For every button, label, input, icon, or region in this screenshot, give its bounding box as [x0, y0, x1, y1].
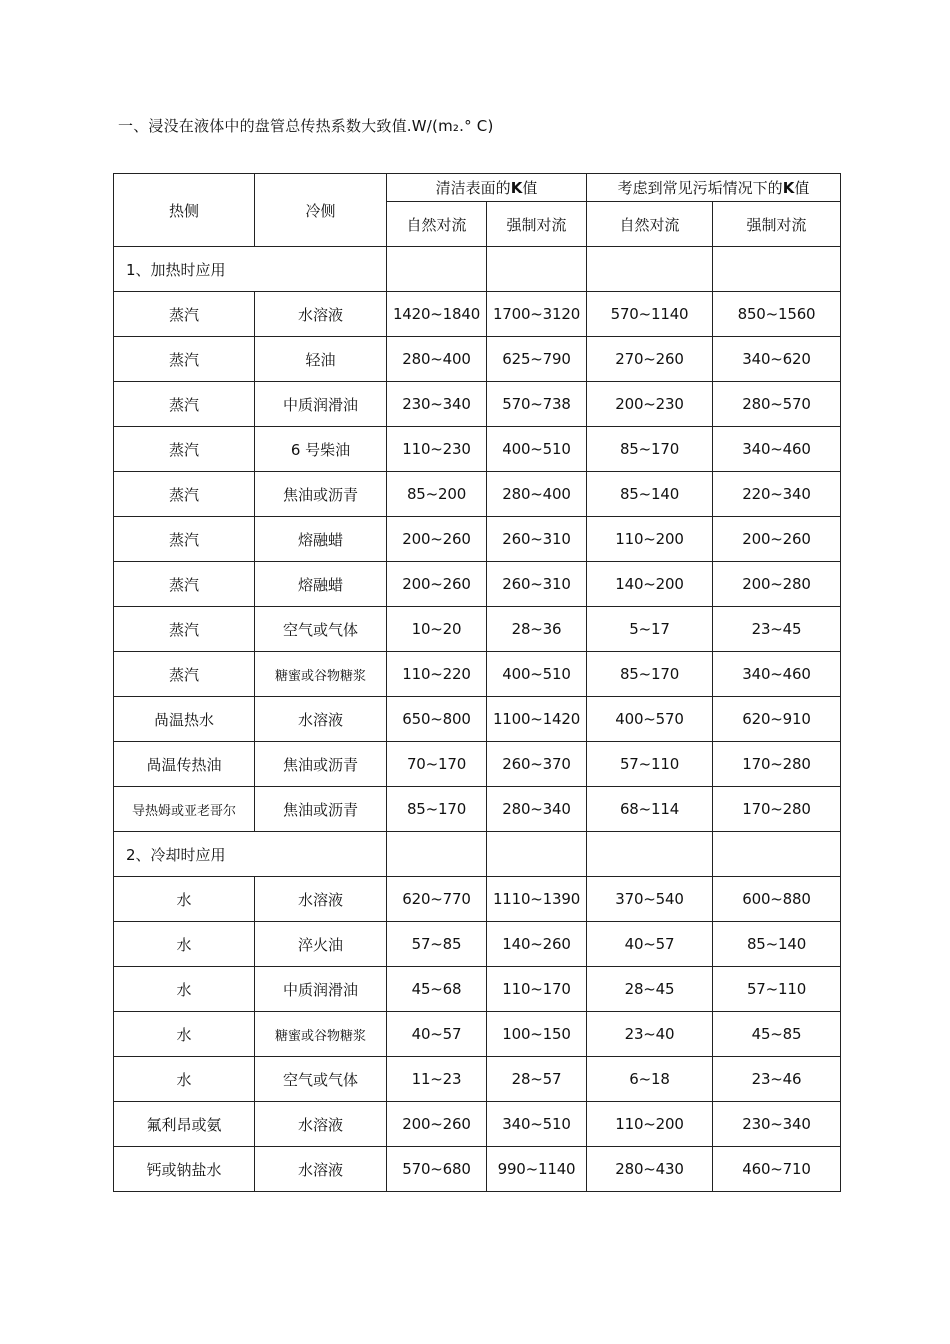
hot-side-cell: 导热姆或亚老哥尔 — [114, 787, 255, 832]
clean-natural-cell: 110~230 — [387, 427, 487, 472]
clean-forced-header: 强制对流 — [487, 202, 587, 247]
fouled-forced-header: 强制对流 — [713, 202, 841, 247]
hot-side-cell: 水 — [114, 922, 255, 967]
hot-side-cell: 咼温传热油 — [114, 742, 255, 787]
cold-side-cell: 糖蜜或谷物糖浆 — [255, 1012, 387, 1057]
fouled-natural-cell: 23~40 — [587, 1012, 713, 1057]
clean-natural-cell: 85~170 — [387, 787, 487, 832]
fouled-forced-cell: 280~570 — [713, 382, 841, 427]
table-row — [114, 517, 841, 562]
clean-surface-k-header — [387, 174, 587, 202]
fouled-natural-cell: 400~570 — [587, 697, 713, 742]
cold-side-cell: 水溶液 — [255, 1102, 387, 1147]
clean-natural-cell: 10~20 — [387, 607, 487, 652]
section-row — [114, 832, 841, 877]
clean-forced-cell: 1700~3120 — [487, 292, 587, 337]
fouled-forced-cell: 57~110 — [713, 967, 841, 1012]
table-row — [114, 337, 841, 382]
fouled-forced-cell: 340~620 — [713, 337, 841, 382]
table-row — [114, 382, 841, 427]
hot-side-cell: 蒸汽 — [114, 337, 255, 382]
table-row — [114, 967, 841, 1012]
fouled-forced-cell: 230~340 — [713, 1102, 841, 1147]
section-label: 1、加热时应用 — [114, 247, 387, 292]
hot-side-cell: 蒸汽 — [114, 607, 255, 652]
cold-side-cell: 糖蜜或谷物糖浆 — [255, 652, 387, 697]
cold-side-cell: 中质润滑油 — [255, 967, 387, 1012]
fouled-natural-cell: 40~57 — [587, 922, 713, 967]
empty-cell — [387, 247, 487, 292]
section-row — [114, 247, 841, 292]
cold-side-cell: 焦油或沥青 — [255, 472, 387, 517]
cold-side-cell: 焦油或沥青 — [255, 742, 387, 787]
hot-side-cell: 蒸汽 — [114, 472, 255, 517]
clean-forced-cell: 340~510 — [487, 1102, 587, 1147]
fouled-forced-cell: 200~260 — [713, 517, 841, 562]
clean-natural-cell: 70~170 — [387, 742, 487, 787]
clean-natural-cell: 230~340 — [387, 382, 487, 427]
fouled-natural-cell: 5~17 — [587, 607, 713, 652]
clean-forced-cell: 625~790 — [487, 337, 587, 382]
cold-side-cell: 空气或气体 — [255, 607, 387, 652]
clean-forced-cell: 400~510 — [487, 427, 587, 472]
fouled-forced-cell: 85~140 — [713, 922, 841, 967]
empty-cell — [487, 247, 587, 292]
fouled-natural-cell: 85~170 — [587, 652, 713, 697]
table-row — [114, 787, 841, 832]
cold-side-cell: 熔融蜡 — [255, 517, 387, 562]
hot-side-header: 热侧 — [114, 174, 255, 247]
hot-side-cell: 水 — [114, 967, 255, 1012]
fouled-natural-cell: 570~1140 — [587, 292, 713, 337]
fouled-natural-cell: 68~114 — [587, 787, 713, 832]
table-row — [114, 427, 841, 472]
fouled-forced-cell: 850~1560 — [713, 292, 841, 337]
hot-side-cell: 水 — [114, 1057, 255, 1102]
fouled-forced-cell: 170~280 — [713, 742, 841, 787]
table-row — [114, 292, 841, 337]
hot-side-cell: 蒸汽 — [114, 562, 255, 607]
table-row — [114, 607, 841, 652]
table-row — [114, 472, 841, 517]
empty-cell — [713, 247, 841, 292]
hot-side-cell: 水 — [114, 877, 255, 922]
clean-natural-cell: 200~260 — [387, 562, 487, 607]
cold-side-cell: 轻油 — [255, 337, 387, 382]
clean-natural-cell: 570~680 — [387, 1147, 487, 1192]
hot-side-cell: 钙或钠盐水 — [114, 1147, 255, 1192]
clean-forced-cell: 28~57 — [487, 1057, 587, 1102]
clean-natural-cell: 85~200 — [387, 472, 487, 517]
table-row — [114, 1057, 841, 1102]
fouled-k-label: K — [782, 179, 795, 197]
fouled-natural-cell: 28~45 — [587, 967, 713, 1012]
fouled-natural-cell: 110~200 — [587, 1102, 713, 1147]
cold-side-cell: 淬火油 — [255, 922, 387, 967]
fouled-natural-cell: 85~140 — [587, 472, 713, 517]
table-row — [114, 697, 841, 742]
table-row — [114, 562, 841, 607]
clean-natural-cell: 200~260 — [387, 1102, 487, 1147]
hot-side-cell: 蒸汽 — [114, 427, 255, 472]
clean-natural-cell: 650~800 — [387, 697, 487, 742]
clean-forced-cell: 1100~1420 — [487, 697, 587, 742]
clean-forced-cell: 280~340 — [487, 787, 587, 832]
clean-natural-cell: 45~68 — [387, 967, 487, 1012]
cold-side-cell: 熔融蜡 — [255, 562, 387, 607]
fouled-forced-cell: 600~880 — [713, 877, 841, 922]
fouled-forced-cell: 340~460 — [713, 427, 841, 472]
clean-group-prefix: 清洁表面的 — [435, 179, 511, 197]
clean-natural-cell: 620~770 — [387, 877, 487, 922]
hot-side-cell: 蒸汽 — [114, 382, 255, 427]
clean-value-suffix: 值 — [522, 179, 538, 197]
clean-k-label: K — [510, 179, 523, 197]
fouled-group-prefix: 考虑到常见污垢情况下的 — [617, 179, 783, 197]
fouled-natural-cell: 200~230 — [587, 382, 713, 427]
fouled-forced-cell: 200~280 — [713, 562, 841, 607]
empty-cell — [713, 832, 841, 877]
clean-forced-cell: 260~310 — [487, 562, 587, 607]
clean-natural-cell: 11~23 — [387, 1057, 487, 1102]
fouled-natural-cell: 110~200 — [587, 517, 713, 562]
table-row — [114, 742, 841, 787]
section-label: 2、冷却时应用 — [114, 832, 387, 877]
hot-side-cell: 水 — [114, 1012, 255, 1057]
hot-side-cell: 咼温热水 — [114, 697, 255, 742]
fouled-natural-cell: 6~18 — [587, 1057, 713, 1102]
clean-forced-cell: 260~310 — [487, 517, 587, 562]
hot-side-cell: 蒸汽 — [114, 292, 255, 337]
table-row — [114, 1012, 841, 1057]
clean-natural-cell: 40~57 — [387, 1012, 487, 1057]
fouled-forced-cell: 460~710 — [713, 1147, 841, 1192]
hot-side-cell: 蒸汽 — [114, 517, 255, 562]
clean-forced-cell: 100~150 — [487, 1012, 587, 1057]
clean-forced-cell: 28~36 — [487, 607, 587, 652]
empty-cell — [487, 832, 587, 877]
hot-side-cell: 蒸汽 — [114, 652, 255, 697]
clean-forced-cell: 570~738 — [487, 382, 587, 427]
clean-forced-cell: 1110~1390 — [487, 877, 587, 922]
cold-side-cell: 6 号柴油 — [255, 427, 387, 472]
cold-side-cell: 水溶液 — [255, 697, 387, 742]
table-row — [114, 1147, 841, 1192]
fouled-natural-cell: 270~260 — [587, 337, 713, 382]
fouled-surface-k-header — [587, 174, 841, 202]
cold-side-cell: 焦油或沥青 — [255, 787, 387, 832]
fouled-natural-cell: 57~110 — [587, 742, 713, 787]
fouled-forced-cell: 45~85 — [713, 1012, 841, 1057]
fouled-natural-header: 自然对流 — [587, 202, 713, 247]
cold-side-cell: 水溶液 — [255, 877, 387, 922]
clean-natural-cell: 200~260 — [387, 517, 487, 562]
cold-side-cell: 中质润滑油 — [255, 382, 387, 427]
page-title: 一、浸没在液体中的盘管总传热系数大致值.W/(m₂.° C) — [118, 117, 494, 135]
clean-forced-cell: 280~400 — [487, 472, 587, 517]
cold-side-cell: 水溶液 — [255, 1147, 387, 1192]
fouled-value-suffix: 值 — [794, 179, 810, 197]
empty-cell — [587, 832, 713, 877]
fouled-forced-cell: 220~340 — [713, 472, 841, 517]
table-row — [114, 877, 841, 922]
cold-side-header: 冷侧 — [255, 174, 387, 247]
table-row — [114, 652, 841, 697]
clean-natural-cell: 1420~1840 — [387, 292, 487, 337]
clean-forced-cell: 110~170 — [487, 967, 587, 1012]
clean-natural-cell: 280~400 — [387, 337, 487, 382]
empty-cell — [587, 247, 713, 292]
clean-natural-cell: 110~220 — [387, 652, 487, 697]
cold-side-cell: 水溶液 — [255, 292, 387, 337]
hot-side-cell: 氟利昂或氨 — [114, 1102, 255, 1147]
clean-forced-cell: 400~510 — [487, 652, 587, 697]
clean-natural-cell: 57~85 — [387, 922, 487, 967]
fouled-forced-cell: 620~910 — [713, 697, 841, 742]
clean-forced-cell: 140~260 — [487, 922, 587, 967]
fouled-forced-cell: 340~460 — [713, 652, 841, 697]
clean-natural-header: 自然对流 — [387, 202, 487, 247]
table-header-row — [114, 174, 841, 202]
cold-side-cell: 空气或气体 — [255, 1057, 387, 1102]
heat-transfer-coefficient-table — [113, 173, 841, 1192]
clean-forced-cell: 990~1140 — [487, 1147, 587, 1192]
table-row — [114, 922, 841, 967]
clean-forced-cell: 260~370 — [487, 742, 587, 787]
fouled-natural-cell: 370~540 — [587, 877, 713, 922]
fouled-forced-cell: 23~45 — [713, 607, 841, 652]
fouled-natural-cell: 140~200 — [587, 562, 713, 607]
fouled-forced-cell: 23~46 — [713, 1057, 841, 1102]
table-row — [114, 1102, 841, 1147]
fouled-natural-cell: 280~430 — [587, 1147, 713, 1192]
empty-cell — [387, 832, 487, 877]
fouled-natural-cell: 85~170 — [587, 427, 713, 472]
fouled-forced-cell: 170~280 — [713, 787, 841, 832]
